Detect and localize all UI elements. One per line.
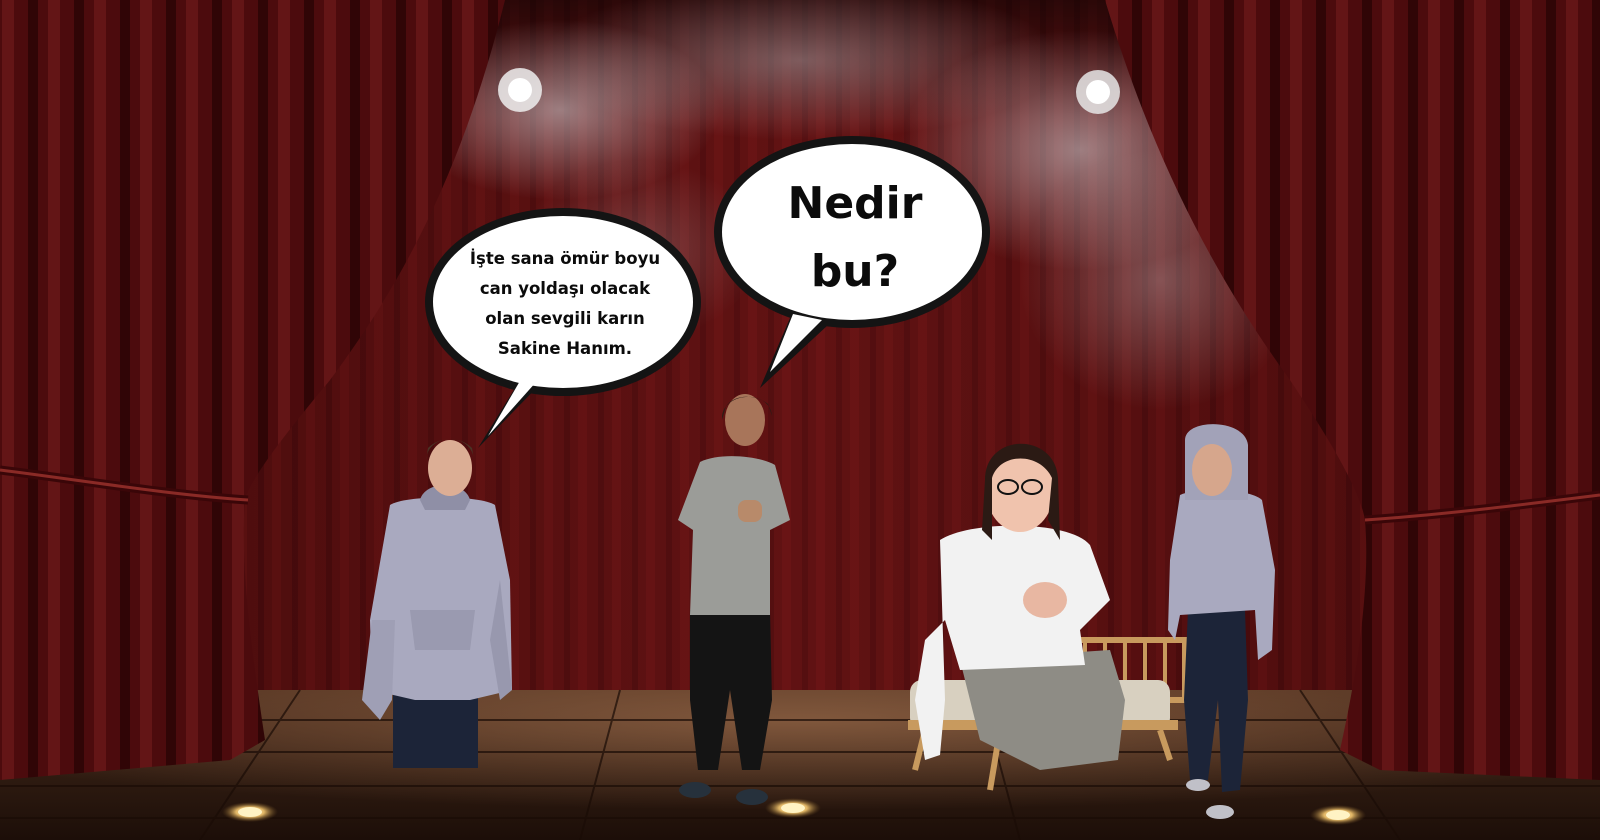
spotlight-right <box>1076 70 1120 114</box>
speech-bubble-right-text: Nedir bu? <box>787 178 923 297</box>
speech-bubble-left-text: İşte sana ömür boyu can yoldaşı olacak olan sevgili karın Sakine Hanım. <box>469 249 661 358</box>
spotlight-left <box>498 68 542 112</box>
